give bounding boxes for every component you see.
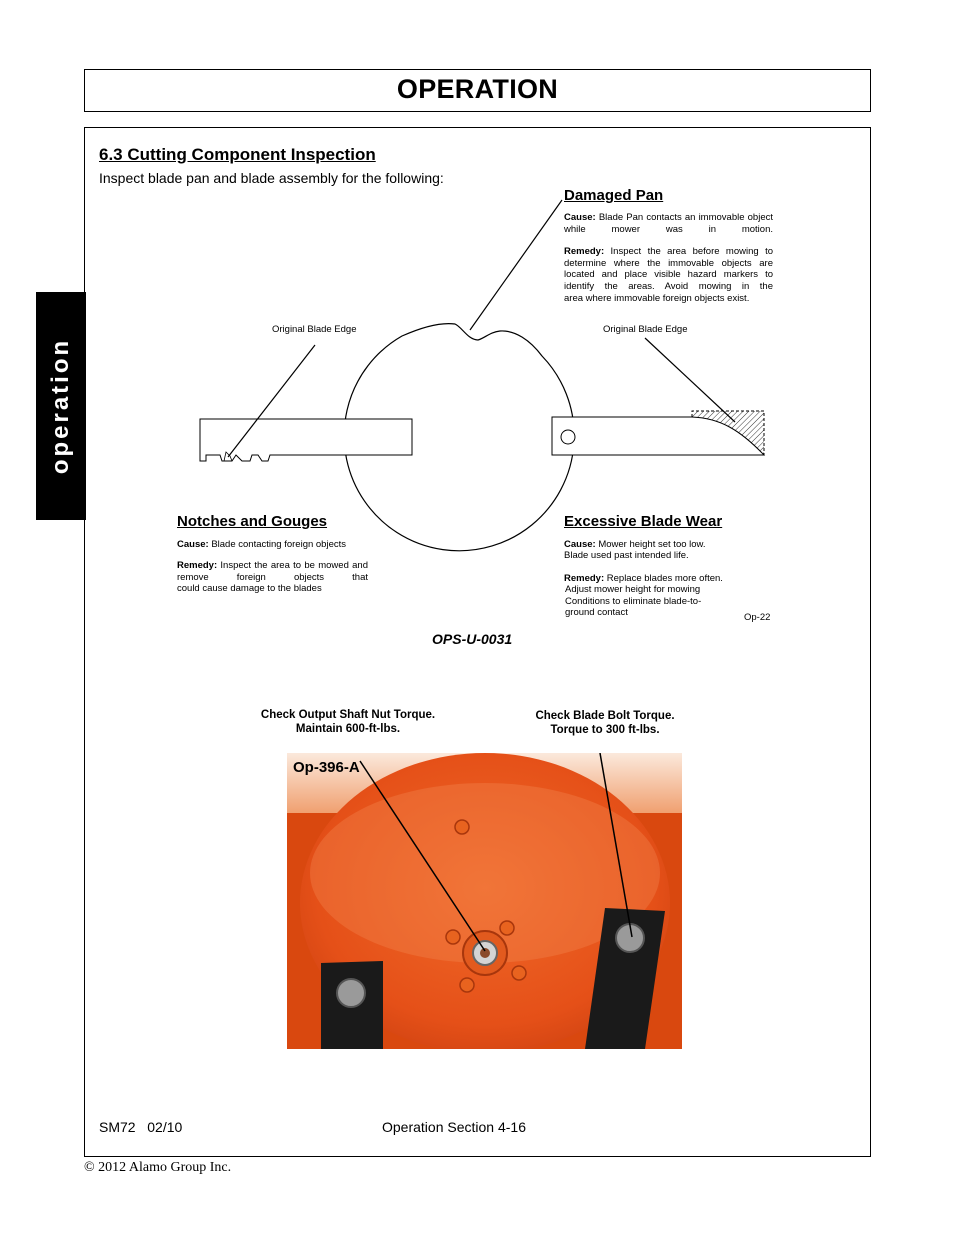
mower-underside-photo bbox=[287, 753, 682, 1049]
notches-gouges-remedy: Remedy: Inspect the area to be mowed and remove foreign objects that bbox=[177, 560, 368, 583]
excessive-wear-cause-2: Blade used past intended life. bbox=[564, 550, 689, 561]
original-blade-edge-label-left: Original Blade Edge bbox=[272, 324, 357, 335]
blade-bolt-hole bbox=[561, 430, 575, 444]
excessive-wear-remedy-2: Adjust mower height for mowing bbox=[565, 584, 701, 595]
excessive-wear-remedy: Remedy: Replace blades more often. bbox=[564, 573, 723, 584]
damaged-pan-cause: Cause: Blade Pan contacts an immovable object while mower was in motion. bbox=[564, 212, 773, 235]
excessive-wear-title: Excessive Blade Wear bbox=[564, 513, 723, 530]
damaged-pan-remedy: Remedy: Inspect the area before mowing to determine where the immovable objects are located and place visible hazard markers to identify the areas. Avoid mowing in the bbox=[564, 246, 773, 292]
copyright: © 2012 Alamo Group Inc. bbox=[84, 1160, 232, 1175]
notches-gouges-remedy-end: could cause damage to the blades bbox=[177, 583, 322, 594]
damaged-pan-remedy-end: area where immovable foreign objects exist. bbox=[564, 293, 750, 304]
section-heading: 6.3 Cutting Component Inspection bbox=[99, 145, 376, 164]
excessive-wear-remedy-3: Conditions to eliminate blade-to- bbox=[565, 596, 702, 607]
excessive-wear-cause: Cause: Mower height set too low. bbox=[564, 539, 706, 550]
original-blade-edge-label-right: Original Blade Edge bbox=[603, 324, 688, 335]
footer-section: Operation Section 4-16 bbox=[382, 1119, 526, 1135]
shaft-nut-callout: Check Output Shaft Nut Torque. Maintain 600-ft-lbs. bbox=[260, 709, 436, 735]
section-intro: Inspect blade pan and blade assembly for the following: bbox=[99, 170, 444, 186]
damaged-pan-title: Damaged Pan bbox=[564, 187, 664, 204]
notches-gouges-title: Notches and Gouges bbox=[177, 513, 328, 530]
notches-gouges-cause: Cause: Blade contacting foreign objects bbox=[177, 539, 346, 550]
left-blade bbox=[200, 419, 412, 461]
diagram-caption: OPS-U-0031 bbox=[432, 631, 513, 647]
footer-model: SM72 02/10 bbox=[99, 1119, 183, 1135]
excessive-wear-remedy-4: ground contact bbox=[565, 607, 628, 618]
page-title: OPERATION bbox=[396, 74, 559, 104]
figure-code: Op-22 bbox=[744, 612, 771, 623]
side-tab-label: operation bbox=[47, 337, 74, 475]
blade-bolt-callout: Check Blade Bolt Torque. Torque to 300 ft-lbs. bbox=[535, 710, 675, 736]
photo-code: Op-396-A bbox=[293, 759, 360, 776]
